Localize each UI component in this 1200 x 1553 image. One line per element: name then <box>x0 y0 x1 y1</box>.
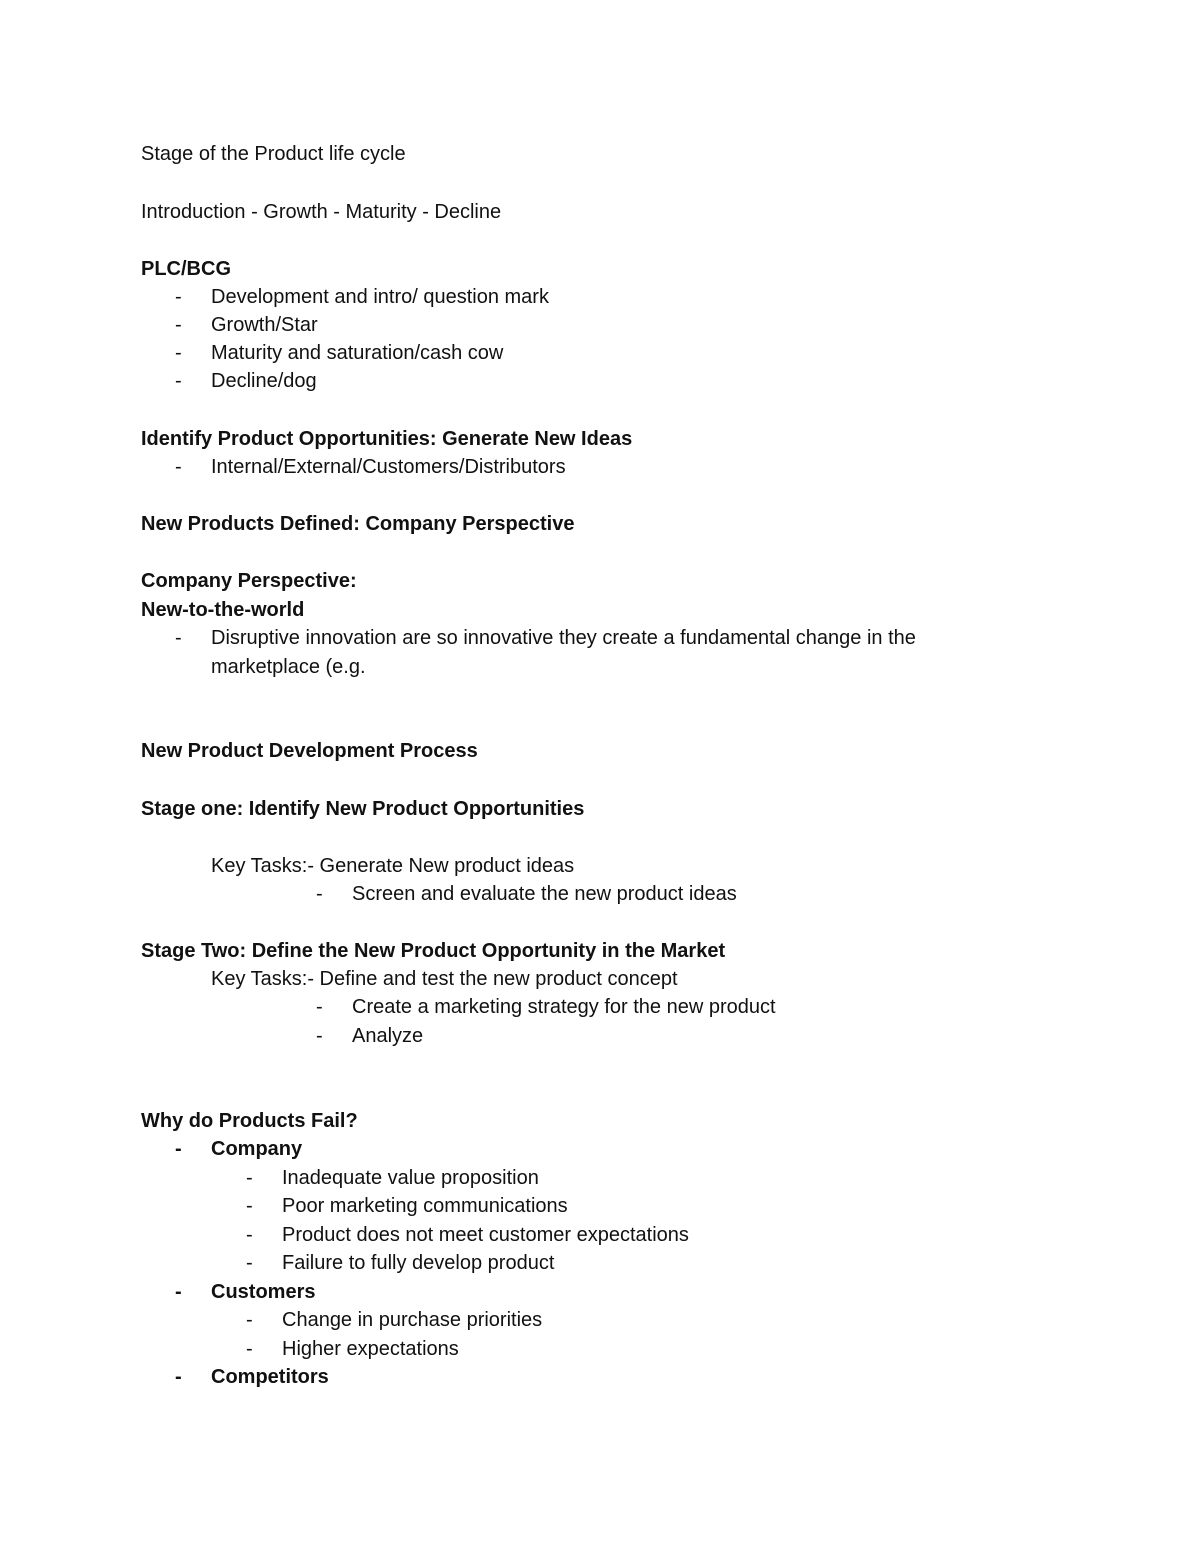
list-item: Screen and evaluate the new product ideas <box>352 883 737 905</box>
bullet-dash: - <box>175 627 182 649</box>
list-item: Maturity and saturation/cash cow <box>211 342 504 364</box>
identify-heading: Identify Product Opportunities: Generate New Ideas <box>141 428 633 450</box>
list-item: Growth/Star <box>211 314 318 336</box>
list-item: Failure to fully develop product <box>282 1252 555 1274</box>
company-perspective-heading: Company Perspective: <box>141 570 357 592</box>
bullet-dash: - <box>246 1309 253 1331</box>
list-item: Development and intro/ question mark <box>211 286 549 308</box>
list-item: Product does not meet customer expectations <box>282 1224 689 1246</box>
bullet-dash: - <box>246 1195 253 1217</box>
document-title: Stage of the Product life cycle <box>141 143 406 165</box>
stages-line: Introduction - Growth - Maturity - Decline <box>141 201 502 223</box>
list-item: Internal/External/Customers/Distributors <box>211 456 566 478</box>
bullet-dash: - <box>175 1138 182 1160</box>
bullet-dash: - <box>246 1252 253 1274</box>
list-item: Decline/dog <box>211 370 317 392</box>
stage-one-heading: Stage one: Identify New Product Opportunities <box>141 798 585 820</box>
bullet-dash: - <box>175 456 182 478</box>
bullet-dash: - <box>175 286 182 308</box>
list-item-line-2: marketplace (e.g. <box>211 656 366 678</box>
bullet-dash: - <box>175 1281 182 1303</box>
bullet-dash: - <box>175 314 182 336</box>
why-fail-heading: Why do Products Fail? <box>141 1110 358 1132</box>
stage-two-heading: Stage Two: Define the New Product Opportunity in the Market <box>141 940 726 962</box>
list-item: Poor marketing communications <box>282 1195 568 1217</box>
new-to-the-world-subheading: New-to-the-world <box>141 599 305 621</box>
plc-bcg-heading: PLC/BCG <box>141 258 231 280</box>
group-label-company: Company <box>211 1138 303 1160</box>
bullet-dash: - <box>246 1338 253 1360</box>
bullet-dash: - <box>316 1025 323 1047</box>
list-item: Create a marketing strategy for the new product <box>352 996 776 1018</box>
bullet-dash: - <box>316 996 323 1018</box>
bullet-dash: - <box>175 370 182 392</box>
group-label-competitors: Competitors <box>211 1366 329 1388</box>
bullet-dash: - <box>175 342 182 364</box>
npd-process-heading: New Product Development Process <box>141 740 478 762</box>
list-item: Analyze <box>352 1025 424 1047</box>
group-label-customers: Customers <box>211 1281 316 1303</box>
list-item: Inadequate value proposition <box>282 1167 539 1189</box>
stage-one-key-tasks: Key Tasks:- Generate New product ideas <box>211 855 575 877</box>
bullet-dash: - <box>246 1167 253 1189</box>
list-item: Change in purchase priorities <box>282 1309 543 1331</box>
stage-two-key-tasks: Key Tasks:- Define and test the new product concept <box>211 968 678 990</box>
list-item-line-1: Disruptive innovation are so innovative they create a fundamental change in the <box>211 627 916 649</box>
bullet-dash: - <box>175 1366 182 1388</box>
new-products-defined-heading: New Products Defined: Company Perspective <box>141 513 575 535</box>
list-item: Higher expectations <box>282 1338 459 1360</box>
bullet-dash: - <box>246 1224 253 1246</box>
bullet-dash: - <box>316 883 323 905</box>
